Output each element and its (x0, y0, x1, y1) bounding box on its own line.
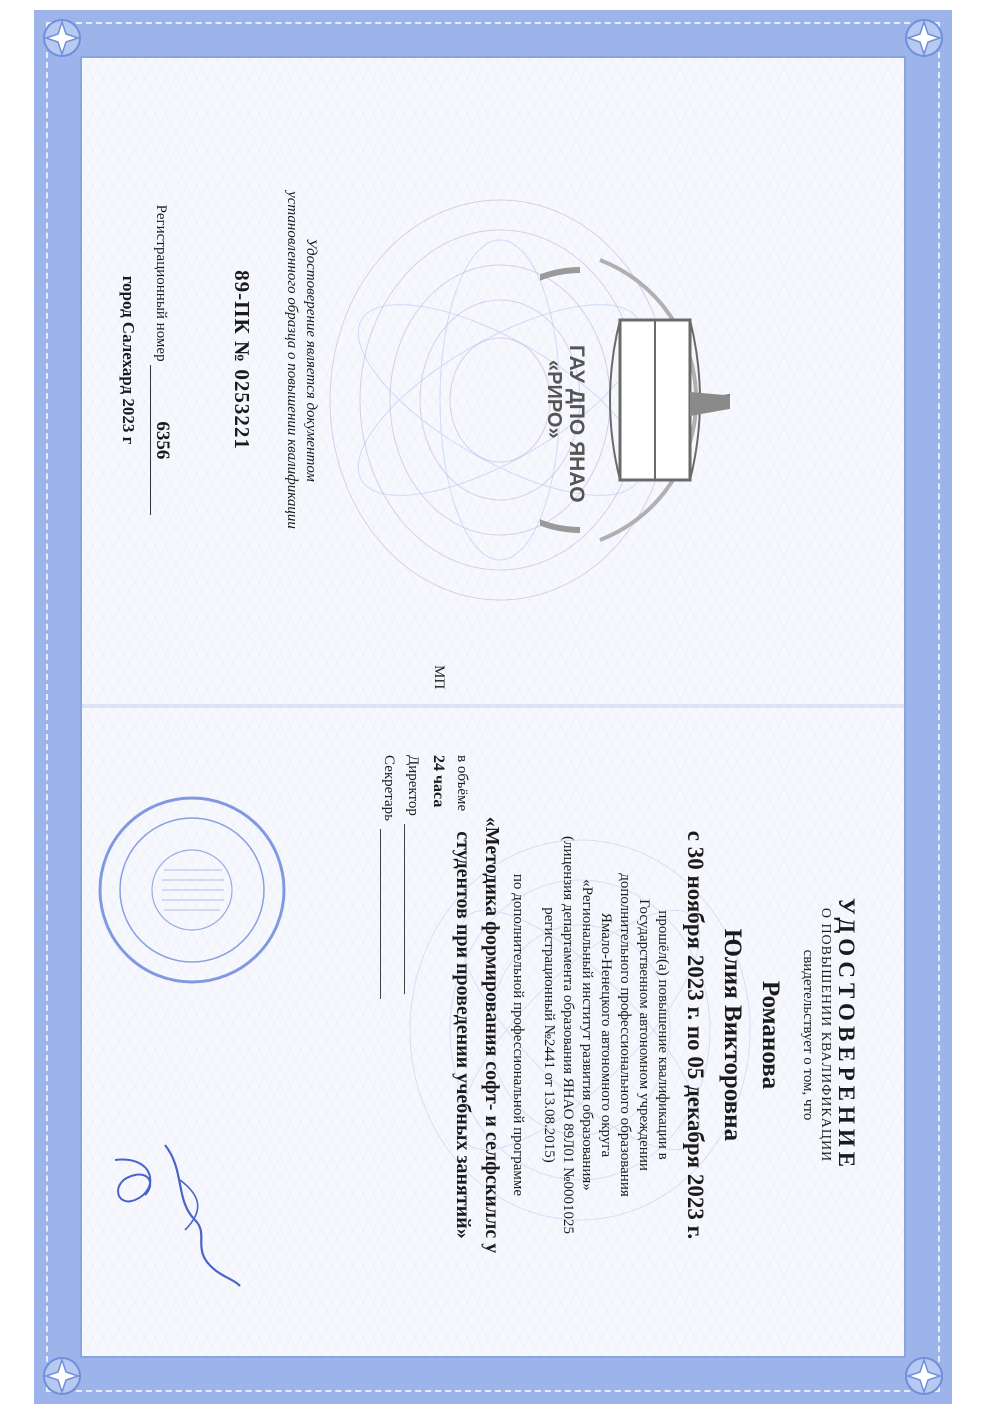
volume-value: 24 часа (430, 755, 447, 808)
attest-text: свидетельствует о том, что (800, 949, 816, 1121)
program-title-line: студентов при проведении учебных занятий» (452, 831, 474, 1239)
mp-label: МП (431, 665, 447, 690)
holder-surname: Романова (757, 980, 784, 1090)
secretary-row (380, 755, 397, 999)
statement-line: Удостоверение является документом (303, 238, 319, 482)
institution-line: «Региональный институт развития образования» (579, 879, 595, 1191)
logo-text-line1: ГАУ ДПО ЯНАО (565, 345, 588, 503)
certificate-number: 89-ПК № 0253221 (230, 270, 254, 450)
institution-logo (540, 250, 730, 550)
corner-ornament-icon (902, 1354, 946, 1398)
institution-line: дополнительного профессионального образования (617, 873, 633, 1197)
corner-ornament-icon (40, 1354, 84, 1398)
document-subtitle: О ПОВЫШЕНИИ КВАЛИФИКАЦИИ (818, 907, 833, 1163)
fold-divider (80, 704, 906, 708)
volume-row (453, 755, 470, 811)
certificate-left-panel (115, 60, 510, 660)
corner-ornament-icon (40, 16, 84, 60)
certificate-main-panel (375, 665, 865, 1335)
institution-line: Ямало-Ненецкого автономного округа (598, 912, 614, 1158)
passed-text: прошёл(а) повышение квалификации в (655, 910, 671, 1160)
institution-line: регистрационный №2441 от 13.08.2015) (541, 907, 557, 1163)
institution-line: Государственном автономном учреждении (636, 899, 652, 1171)
official-stamp (92, 790, 292, 990)
volume-value-row (429, 755, 447, 807)
institution-line: (лицензия департамента образования ЯНАО 89Л01 №0001025 (560, 836, 576, 1234)
registration-number: 6356 (150, 365, 173, 515)
mp-row (430, 665, 447, 689)
secretary-label: Секретарь (381, 755, 397, 822)
book-icon (610, 320, 700, 480)
registration-row (150, 60, 173, 660)
city-year: город Салехард 2023 г (119, 275, 138, 445)
registration-label: Регистрационный номер (153, 204, 169, 362)
statement-line: установленного образца о повышении квалификации (284, 191, 300, 529)
director-label: Директор (405, 755, 421, 816)
holder-name: Юлия Викторовна (719, 928, 746, 1142)
volume-label: в объёме (454, 755, 470, 812)
secretary-signature (105, 1150, 165, 1210)
director-row (404, 755, 421, 994)
director-signature (155, 1140, 245, 1290)
stele-icon (690, 390, 730, 416)
secretary-signature-line (380, 829, 381, 999)
training-dates: с 30 ноября 2023 г. по 05 декабря 2023 г. (683, 830, 708, 1240)
program-intro: по дополнительной профессиональной программе (510, 873, 526, 1197)
corner-ornament-icon (902, 16, 946, 60)
logo-text-line2: «РИРО» (543, 360, 565, 439)
program-title-line: «Методика формирования софт- и селфскиллс у (481, 816, 503, 1254)
director-signature-line (404, 824, 405, 994)
document-title: УДОСТОВЕРЕНИЕ (834, 897, 859, 1173)
